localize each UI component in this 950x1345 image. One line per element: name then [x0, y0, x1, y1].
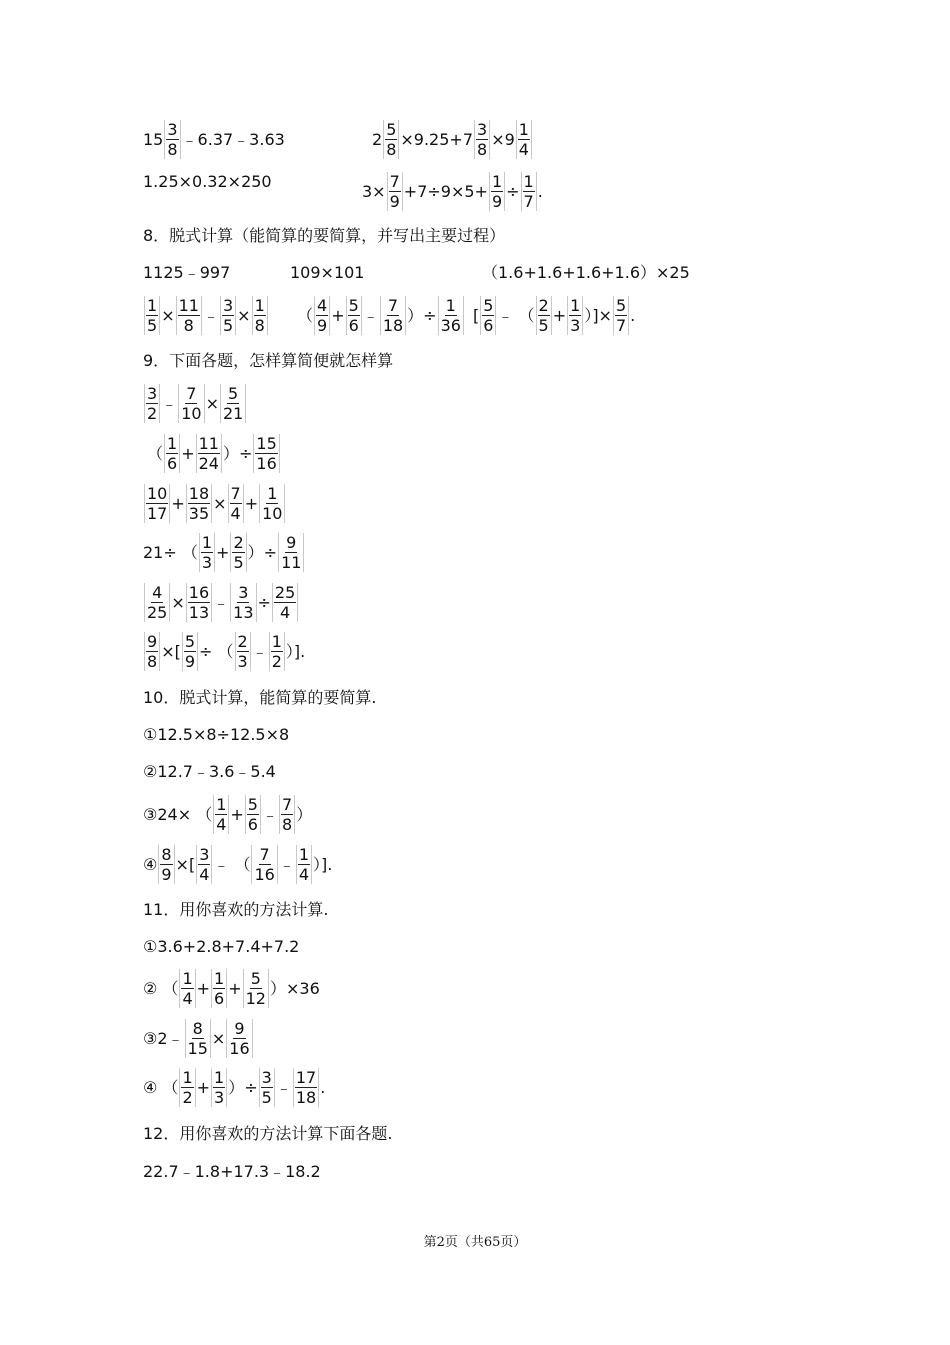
denominator: 3	[201, 553, 213, 572]
fraction	[144, 484, 170, 523]
fraction	[144, 632, 160, 671]
numerator: 8	[192, 1019, 203, 1038]
fraction	[272, 583, 298, 622]
fraction	[179, 1068, 195, 1107]
numerator: 11	[198, 434, 219, 453]
expression-line	[143, 533, 305, 572]
fraction	[536, 296, 552, 335]
numerator: 5	[483, 296, 494, 315]
numerator: 1	[182, 1068, 193, 1087]
expression-text: ③24× （	[143, 804, 213, 824]
denominator: 10	[181, 404, 202, 423]
numerator: 1	[201, 533, 213, 552]
numerator: 1	[147, 296, 158, 315]
fraction	[252, 296, 268, 335]
expression-text: ×	[213, 493, 227, 513]
fraction	[383, 120, 399, 159]
expression-text: +	[196, 1077, 211, 1097]
expression-line	[143, 384, 247, 423]
expression-text: ×	[237, 305, 251, 325]
fraction	[296, 845, 312, 884]
numerator: 4	[317, 296, 328, 315]
numerator: 3	[167, 120, 178, 139]
fraction	[144, 384, 160, 423]
numerator: 25	[274, 583, 296, 602]
expression-line	[143, 937, 299, 957]
fraction	[182, 632, 198, 671]
numerator: 3	[261, 1068, 272, 1087]
denominator: 2	[147, 404, 158, 423]
numerator: 7	[389, 172, 400, 191]
expression-text: ×9.25+7	[400, 129, 473, 149]
denominator: 13	[188, 603, 210, 622]
numerator: 5	[228, 384, 239, 403]
denominator: 5	[538, 316, 549, 335]
fraction	[220, 384, 246, 423]
expression-line	[143, 762, 276, 782]
numerator: 10	[147, 484, 168, 503]
expression-line	[143, 1162, 321, 1182]
denominator: 4	[216, 815, 227, 834]
numerator: 15	[256, 434, 277, 453]
expression-text: ﹣	[261, 804, 278, 824]
denominator: 6	[483, 316, 494, 335]
page-footer: 第2页（共65页）	[423, 1235, 527, 1250]
denominator: 2	[182, 1088, 193, 1107]
fraction	[186, 583, 212, 622]
numerator: 7	[186, 384, 197, 403]
fraction	[186, 484, 212, 523]
numerator: 7	[282, 795, 293, 814]
fraction	[179, 969, 195, 1008]
expression-text: +	[216, 542, 230, 562]
numerator: 1	[298, 845, 310, 864]
expression-text: ）÷	[228, 1077, 258, 1097]
expression-text: ①12.5×8÷12.5×8	[143, 725, 290, 744]
numerator: 9	[286, 533, 297, 552]
numerator: 18	[188, 484, 210, 503]
fraction	[387, 172, 403, 211]
expression-text: ﹣	[202, 305, 219, 325]
denominator: 15	[187, 1039, 208, 1058]
denominator: 8	[477, 140, 488, 159]
numerator: 3	[477, 120, 488, 139]
fraction	[230, 583, 256, 622]
numerator: 3	[222, 296, 234, 315]
denominator: 6	[214, 989, 225, 1008]
expression-line	[482, 263, 690, 283]
fraction	[144, 296, 160, 335]
expression-text: [	[473, 305, 480, 325]
fraction	[230, 533, 246, 572]
denominator: 35	[188, 504, 210, 523]
denominator: 3	[570, 316, 581, 335]
expression-line	[143, 296, 269, 335]
fraction	[521, 172, 537, 211]
fraction	[516, 120, 532, 159]
numerator: 3	[199, 845, 210, 864]
fraction	[251, 845, 277, 884]
denominator: 3	[214, 1088, 225, 1107]
expression-text: （1.6+1.6+1.6+1.6）×25	[482, 263, 690, 282]
denominator: 8	[282, 815, 293, 834]
expression-line	[290, 263, 364, 283]
expression-line	[143, 795, 312, 834]
expression-text: ）]×	[584, 305, 612, 325]
denominator: 3	[237, 652, 248, 671]
fraction	[178, 384, 204, 423]
denominator: 6	[247, 815, 258, 834]
denominator: 6	[167, 454, 178, 473]
expression-text: +	[228, 978, 242, 998]
expression-text: （	[297, 305, 314, 325]
expression-text: ﹣ （	[497, 305, 535, 325]
numerator: 1	[491, 172, 503, 191]
expression-text: ﹣	[278, 854, 295, 874]
denominator: 4	[199, 865, 210, 884]
denominator: 9	[161, 865, 172, 884]
numerator: 5	[348, 296, 359, 315]
fraction	[269, 632, 285, 671]
fraction	[211, 969, 227, 1008]
denominator: 12	[245, 989, 266, 1008]
denominator: 8	[183, 316, 194, 335]
expression-line	[143, 1068, 325, 1107]
numerator: 7	[230, 484, 241, 503]
expression-line	[143, 583, 299, 622]
expression-line	[362, 172, 543, 211]
expression-line	[473, 296, 635, 335]
expression-text: ②12.7﹣3.6﹣5.4	[143, 762, 276, 781]
denominator: 36	[440, 316, 461, 335]
fraction	[567, 296, 583, 335]
numerator: 2	[233, 533, 244, 552]
numerator: 5	[247, 795, 258, 814]
numerator: 1	[254, 296, 265, 315]
fraction	[613, 296, 629, 335]
problem-heading	[143, 1124, 392, 1144]
denominator: 5	[222, 316, 234, 335]
expression-line	[143, 263, 230, 283]
expression-text: +7÷9×5+	[403, 181, 488, 201]
numerator: 3	[147, 384, 158, 403]
expression-text: 22.7﹣1.8+17.3﹣18.2	[143, 1162, 321, 1181]
denominator: 16	[256, 454, 277, 473]
denominator: 5	[261, 1088, 272, 1107]
expression-text: ÷	[257, 592, 271, 612]
expression-text: +	[331, 305, 345, 325]
expression-text: ÷	[506, 181, 520, 201]
expression-text: 11．用你喜欢的方法计算.	[143, 900, 329, 919]
numerator: 11	[178, 296, 199, 315]
fraction	[474, 120, 490, 159]
expression-text: ）÷	[407, 305, 437, 325]
expression-text: 15	[143, 129, 164, 149]
numerator: 1	[518, 120, 529, 139]
expression-line	[147, 434, 281, 473]
expression-text: （	[147, 443, 164, 463]
expression-text: ×[	[175, 854, 196, 874]
numerator: 4	[152, 583, 163, 602]
expression-line	[297, 296, 465, 335]
expression-text: +	[244, 493, 259, 513]
fraction	[228, 484, 244, 523]
expression-text: ）].	[285, 641, 306, 661]
denominator: 16	[229, 1039, 250, 1058]
fraction	[199, 533, 215, 572]
denominator: 9	[317, 316, 328, 335]
fraction	[196, 434, 222, 473]
fraction	[346, 296, 362, 335]
expression-text: ×	[171, 592, 185, 612]
expression-text: ①3.6+2.8+7.4+7.2	[143, 937, 300, 956]
expression-line	[143, 969, 320, 1008]
fraction	[176, 296, 202, 335]
numerator: 5	[184, 632, 196, 651]
denominator: 8	[254, 316, 265, 335]
fraction	[314, 296, 330, 335]
numerator: 17	[295, 1068, 317, 1087]
denominator: 17	[147, 504, 168, 523]
denominator: 25	[147, 603, 168, 622]
expression-text: ×	[161, 305, 175, 325]
fraction	[235, 632, 251, 671]
expression-text: ﹣	[251, 641, 268, 661]
fraction	[164, 434, 180, 473]
expression-text: +	[552, 305, 567, 325]
fraction	[259, 1068, 275, 1107]
expression-text: ×[	[161, 641, 181, 661]
denominator: 5	[147, 316, 158, 335]
denominator: 7	[523, 192, 534, 211]
expression-line	[143, 845, 332, 884]
expression-text: ④ （	[143, 1077, 179, 1097]
denominator: 21	[222, 404, 244, 423]
expression-text: 2	[372, 129, 383, 149]
denominator: 9	[184, 652, 196, 671]
denominator: 18	[295, 1088, 317, 1107]
fraction	[213, 795, 229, 834]
expression-line	[143, 120, 285, 159]
expression-text: .	[320, 1077, 326, 1097]
expression-text: ×	[211, 1028, 226, 1048]
expression-line	[143, 632, 305, 671]
numerator: 16	[188, 583, 210, 602]
numerator: 7	[259, 845, 270, 864]
fraction	[293, 1068, 319, 1107]
expression-line	[143, 725, 289, 745]
denominator: 10	[262, 504, 283, 523]
numerator: 1	[182, 969, 193, 988]
denominator: 8	[386, 140, 397, 159]
expression-text: 1.25×0.32×250	[143, 172, 272, 191]
denominator: 4	[298, 865, 310, 884]
expression-line	[143, 1019, 254, 1058]
expression-line	[143, 484, 286, 523]
expression-line	[372, 120, 533, 159]
numerator: 1	[570, 296, 581, 315]
expression-text: ﹣ （	[213, 854, 251, 874]
numerator: 1	[271, 632, 282, 651]
expression-text: +	[181, 443, 195, 463]
expression-text: 109×101	[290, 263, 365, 282]
numerator: 3	[238, 583, 249, 602]
expression-text: ×	[205, 393, 219, 413]
expression-text: ﹣	[362, 305, 379, 325]
fraction	[279, 795, 295, 834]
expression-text: ×9	[491, 129, 515, 149]
fraction	[438, 296, 464, 335]
numerator: 5	[386, 120, 397, 139]
problem-heading	[143, 900, 328, 920]
expression-text: 9．下面各题，怎样算简便就怎样算	[143, 351, 394, 370]
denominator: 8	[147, 652, 158, 671]
denominator: 9	[389, 192, 400, 211]
numerator: 9	[147, 632, 158, 651]
expression-text: 3×	[362, 181, 386, 201]
numerator: 7	[387, 296, 399, 315]
numerator: 5	[250, 969, 261, 988]
numerator: 2	[237, 632, 248, 651]
fraction	[144, 583, 170, 622]
denominator: 13	[233, 603, 254, 622]
numerator: 5	[615, 296, 627, 315]
denominator: 6	[348, 316, 359, 335]
expression-text: ﹣6.37﹣3.63	[181, 129, 285, 149]
expression-text: ﹣	[275, 1077, 292, 1097]
numerator: 1	[167, 434, 178, 453]
fraction	[245, 795, 261, 834]
fraction	[185, 1019, 211, 1058]
expression-text: 21÷ （	[143, 542, 198, 562]
expression-text: ）×36	[269, 978, 320, 998]
fraction	[158, 845, 174, 884]
numerator: 1	[267, 484, 278, 503]
fraction	[196, 845, 212, 884]
denominator: 11	[281, 553, 302, 572]
expression-text: 8．脱式计算（能简算的要简算，并写出主要过程）	[143, 226, 506, 245]
fraction	[380, 296, 406, 335]
expression-text: ）÷	[222, 443, 253, 463]
numerator: 1	[523, 172, 534, 191]
expression-text: ④	[143, 854, 158, 874]
denominator: 4	[182, 989, 193, 1008]
expression-text: ）].	[313, 854, 333, 874]
expression-text: .	[537, 181, 543, 201]
fraction	[226, 1019, 252, 1058]
expression-text: ）÷	[247, 542, 278, 562]
fraction	[243, 969, 269, 1008]
numerator: 1	[445, 296, 456, 315]
fraction	[489, 172, 505, 211]
denominator: 2	[271, 652, 282, 671]
denominator: 4	[518, 140, 529, 159]
denominator: 8	[167, 140, 178, 159]
expression-text: .	[630, 305, 636, 325]
expression-text: +	[196, 978, 211, 998]
denominator: 7	[615, 316, 627, 335]
expression-text: 1125﹣997	[143, 263, 231, 282]
denominator: 16	[254, 865, 275, 884]
fraction	[164, 120, 180, 159]
denominator: 18	[382, 316, 404, 335]
expression-text: 12．用你喜欢的方法计算下面各题.	[143, 1124, 393, 1143]
fraction	[259, 484, 285, 523]
expression-text: ）	[296, 804, 313, 824]
expression-text: ÷ （	[199, 641, 234, 661]
expression-text: ﹣	[213, 592, 230, 612]
expression-text: ② （	[143, 978, 179, 998]
numerator: 8	[161, 845, 172, 864]
numerator: 1	[214, 969, 225, 988]
fraction	[253, 434, 279, 473]
expression-text: ﹣	[161, 393, 178, 413]
denominator: 5	[233, 553, 244, 572]
expression-line	[143, 172, 272, 192]
fraction	[220, 296, 236, 335]
denominator: 9	[491, 192, 503, 211]
denominator: 4	[279, 603, 291, 622]
numerator: 1	[214, 1068, 225, 1087]
problem-heading	[143, 688, 376, 708]
expression-text: +	[230, 804, 244, 824]
problem-heading	[143, 351, 393, 371]
fraction	[278, 533, 304, 572]
numerator: 2	[538, 296, 549, 315]
fraction	[211, 1068, 227, 1107]
fraction	[480, 296, 496, 335]
problem-heading	[143, 226, 505, 246]
denominator: 24	[198, 454, 219, 473]
numerator: 1	[216, 795, 227, 814]
expression-text: 10．脱式计算，能简算的要简算.	[143, 688, 377, 707]
numerator: 9	[234, 1019, 245, 1038]
expression-text: ③2﹣	[143, 1028, 184, 1048]
expression-text: +	[171, 493, 185, 513]
denominator: 4	[230, 504, 241, 523]
